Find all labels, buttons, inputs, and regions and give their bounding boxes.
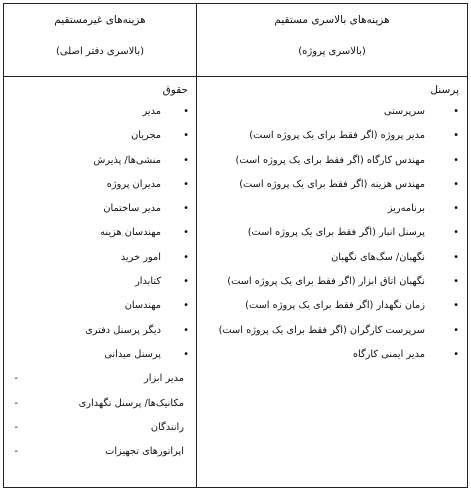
table-header-row xyxy=(4,4,468,77)
indirect-overhead-cell xyxy=(4,77,197,488)
bullet-icon: • xyxy=(453,348,459,360)
bullet-icon: • xyxy=(183,178,189,190)
bullet-icon: • xyxy=(453,276,459,288)
personnel-item xyxy=(197,202,467,226)
dash-icon: - xyxy=(14,373,18,385)
salaries-section-label: حقوق xyxy=(162,84,188,96)
salary-item xyxy=(4,129,196,153)
list-item-text: پرسنل میدانی xyxy=(104,348,161,360)
personnel-item xyxy=(197,275,467,299)
header-direct-overhead xyxy=(197,4,468,77)
bullet-icon: • xyxy=(183,276,189,288)
sub-list-item xyxy=(4,372,196,396)
list-item-text: مدیر xyxy=(142,106,161,117)
bullet-icon: • xyxy=(183,251,189,263)
list-item-text: نگهبان/ سگ‌های نگهبان xyxy=(331,251,425,263)
bullet-icon: • xyxy=(183,227,189,239)
salary-item xyxy=(4,105,196,129)
list-item-text: مدیران پروژه xyxy=(106,178,161,190)
personnel-item xyxy=(197,154,467,178)
dash-icon: - xyxy=(14,446,18,458)
bullet-icon: • xyxy=(453,106,459,117)
list-item-text: مدیر ساختمان xyxy=(103,203,161,215)
bullet-icon: • xyxy=(183,106,189,117)
sub-list-item xyxy=(4,445,196,469)
salary-item xyxy=(4,324,196,348)
dash-icon: - xyxy=(14,421,18,433)
overhead-cost-table xyxy=(3,3,468,488)
header-indirect-overhead-subtitle: (بالاسری دفتر اصلی) xyxy=(55,46,145,57)
bullet-icon: • xyxy=(453,324,459,336)
list-item-text: امور خرید xyxy=(120,251,161,263)
salary-item xyxy=(4,251,196,275)
sub-list-item-text: مدیر ابزار xyxy=(144,373,184,385)
list-item-text: سرپرستی xyxy=(383,106,425,117)
salary-item xyxy=(4,202,196,226)
list-item-text: سرپرست کارگران (اگر فقط برای یک پروژه است) xyxy=(218,324,425,336)
personnel-item xyxy=(197,348,467,372)
bullet-icon: • xyxy=(183,324,189,336)
bullet-icon: • xyxy=(183,130,189,142)
salary-item xyxy=(4,348,196,372)
bullet-icon: • xyxy=(453,300,459,312)
bullet-icon: • xyxy=(183,154,189,166)
list-item-text: مهندس کارگاه (اگر فقط برای یک پروژه است) xyxy=(235,154,425,166)
salary-item xyxy=(4,178,196,202)
bullet-icon: • xyxy=(183,203,189,215)
list-item-text: مهندس هزینه (اگر فقط برای یک پروژه است) xyxy=(239,178,425,190)
list-item-text: مدیر ایمنی کارگاه xyxy=(352,348,425,360)
header-direct-overhead-title: هزینه‌های بالاسری مستقیم xyxy=(274,14,390,26)
sub-list-item xyxy=(4,421,196,445)
salary-item xyxy=(4,299,196,323)
table-body-row xyxy=(4,77,468,488)
personnel-item xyxy=(197,324,467,348)
list-item-text: مهندسان xyxy=(124,300,161,312)
personnel-item xyxy=(197,251,467,275)
list-item-text: دیگر پرسنل دفتری xyxy=(85,324,161,336)
salary-item xyxy=(4,226,196,250)
header-direct-overhead-subtitle: (بالاسری پروژه) xyxy=(298,46,366,57)
bullet-icon: • xyxy=(453,154,459,166)
list-item-text: نگهبان اتاق ابزار (اگر فقط برای یک پروژه است) xyxy=(227,276,425,288)
list-item-text: منشی‌ها/ پذیرش xyxy=(93,154,161,166)
personnel-list xyxy=(197,105,467,372)
bullet-icon: • xyxy=(453,178,459,190)
personnel-item xyxy=(197,105,467,129)
bullet-icon: • xyxy=(453,251,459,263)
bullet-icon: • xyxy=(453,130,459,142)
salary-item xyxy=(4,154,196,178)
list-item-text: زمان نگهدار (اگر فقط برای یک پروژه است) xyxy=(245,300,425,312)
sub-list-item-text: رانندگان xyxy=(150,421,184,433)
salary-item xyxy=(4,275,196,299)
bullet-icon: • xyxy=(183,300,189,312)
sub-list-item-text: اپراتورهای تجهیزات xyxy=(105,446,184,458)
personnel-item xyxy=(197,129,467,153)
list-item-text: کتابدار xyxy=(135,276,161,288)
sub-list-item-text: مکانیک‌ها/ پرسنل نگهداری xyxy=(78,397,184,409)
header-indirect-overhead xyxy=(4,4,197,77)
header-indirect-overhead-title: هزینه‌های غیرمستقیم xyxy=(54,14,146,26)
bullet-icon: • xyxy=(453,227,459,239)
direct-overhead-cell xyxy=(197,77,468,488)
list-item-text: برنامه‌ریز xyxy=(387,203,425,215)
personnel-item xyxy=(197,178,467,202)
salaries-list xyxy=(4,105,196,372)
dash-icon: - xyxy=(14,397,18,409)
list-item-text: مهندسان هزینه xyxy=(100,227,161,239)
list-item-text: مدیر پروژه (اگر فقط برای یک پروژه است) xyxy=(249,130,425,142)
personnel-item xyxy=(197,299,467,323)
personnel-section-label: پرسنل xyxy=(430,84,459,96)
bullet-icon: • xyxy=(453,203,459,215)
field-personnel-sublist xyxy=(4,372,196,469)
bullet-icon: • xyxy=(183,348,189,360)
personnel-item xyxy=(197,226,467,250)
list-item-text: پرسنل انبار (اگر فقط برای یک پروژه است) xyxy=(247,227,425,239)
list-item-text: مجریان xyxy=(131,130,161,142)
sub-list-item xyxy=(4,397,196,421)
